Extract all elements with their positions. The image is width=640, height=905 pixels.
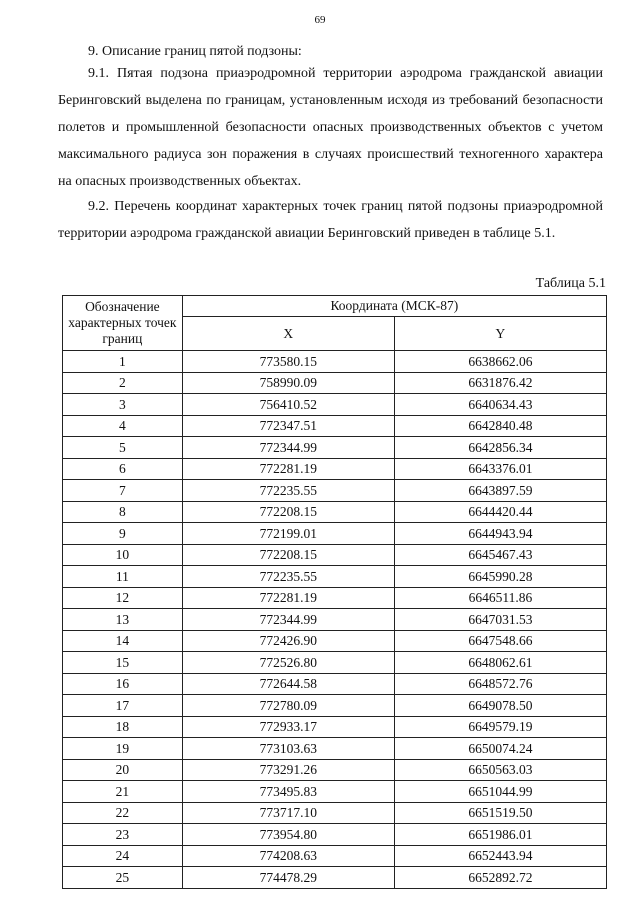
table-row (63, 351, 607, 373)
cell-y: 6644943.94 (394, 523, 606, 545)
cell-point-number: 17 (63, 695, 183, 717)
cell-point-number: 1 (63, 351, 183, 373)
cell-x: 772344.99 (182, 437, 394, 459)
table-row (63, 394, 607, 416)
cell-x: 772235.55 (182, 480, 394, 502)
cell-y: 6638662.06 (394, 351, 606, 373)
cell-point-number: 2 (63, 372, 183, 394)
header-y: Y (394, 317, 606, 351)
cell-x: 772644.58 (182, 673, 394, 695)
table-row (63, 587, 607, 609)
cell-y: 6640634.43 (394, 394, 606, 416)
section-heading: 9. Описание границ пятой подзоны: (88, 44, 302, 59)
table-row (63, 415, 607, 437)
table-row (63, 759, 607, 781)
cell-point-number: 9 (63, 523, 183, 545)
cell-y: 6647031.53 (394, 609, 606, 631)
cell-x: 773580.15 (182, 351, 394, 373)
cell-x: 773103.63 (182, 738, 394, 760)
cell-x: 773495.83 (182, 781, 394, 803)
cell-x: 772347.51 (182, 415, 394, 437)
cell-y: 6649078.50 (394, 695, 606, 717)
table-row (63, 652, 607, 674)
table-row (63, 437, 607, 459)
cell-x: 773717.10 (182, 802, 394, 824)
table-caption: Таблица 5.1 (535, 276, 606, 291)
cell-point-number: 22 (63, 802, 183, 824)
cell-y: 6648572.76 (394, 673, 606, 695)
cell-y: 6652443.94 (394, 845, 606, 867)
cell-point-number: 20 (63, 759, 183, 781)
cell-y: 6644420.44 (394, 501, 606, 523)
cell-point-number: 8 (63, 501, 183, 523)
cell-point-number: 11 (63, 566, 183, 588)
header-x: X (182, 317, 394, 351)
coordinates-table (62, 295, 607, 889)
table-row (63, 824, 607, 846)
cell-point-number: 16 (63, 673, 183, 695)
table-row (63, 501, 607, 523)
cell-x: 772526.80 (182, 652, 394, 674)
cell-y: 6651986.01 (394, 824, 606, 846)
cell-point-number: 5 (63, 437, 183, 459)
header-coordinate-group: Координата (МСК-87) (182, 296, 606, 317)
table-row (63, 523, 607, 545)
cell-x: 756410.52 (182, 394, 394, 416)
paragraph-9-2-text: 9.2. Перечень координат характерных точек границ пятой подзоны приаэродромной территории аэродрома гражданской авиации Беринговский приведен в таблице 5.1. (58, 199, 603, 241)
cell-point-number: 14 (63, 630, 183, 652)
table-row (63, 544, 607, 566)
table-row (63, 673, 607, 695)
paragraph-9-1-text: Беринговский выделена по границам, установленным исходя из требований безопасности полетов и промышленной безопасности опасных производственных объектов с учетом максимального радиуса зон поражения в случаях происшествий техногенного характера на опасных производственных объектах. (58, 93, 603, 189)
cell-point-number: 7 (63, 480, 183, 502)
cell-x: 772281.19 (182, 587, 394, 609)
cell-y: 6645990.28 (394, 566, 606, 588)
cell-y: 6631876.42 (394, 372, 606, 394)
cell-x: 772208.15 (182, 501, 394, 523)
table-row (63, 716, 607, 738)
cell-point-number: 18 (63, 716, 183, 738)
cell-point-number: 21 (63, 781, 183, 803)
cell-y: 6649579.19 (394, 716, 606, 738)
cell-point-number: 4 (63, 415, 183, 437)
cell-x: 772199.01 (182, 523, 394, 545)
table-row (63, 802, 607, 824)
cell-x: 772281.19 (182, 458, 394, 480)
cell-y: 6647548.66 (394, 630, 606, 652)
paragraph-9-1-lead: 9.1. Пятая подзона приаэродромной территории аэродрома гражданской авиации (88, 66, 603, 81)
cell-y: 6646511.86 (394, 587, 606, 609)
cell-y: 6651044.99 (394, 781, 606, 803)
cell-y: 6642840.48 (394, 415, 606, 437)
cell-y: 6650074.24 (394, 738, 606, 760)
cell-y: 6643376.01 (394, 458, 606, 480)
paragraph-9-1 (58, 60, 603, 195)
table-row (63, 609, 607, 631)
cell-y: 6651519.50 (394, 802, 606, 824)
cell-x: 773291.26 (182, 759, 394, 781)
cell-y: 6648062.61 (394, 652, 606, 674)
cell-x: 774478.29 (182, 867, 394, 889)
cell-point-number: 10 (63, 544, 183, 566)
header-designation: Обозначение характерных точек границ (63, 296, 183, 351)
table-row (63, 867, 607, 889)
cell-y: 6652892.72 (394, 867, 606, 889)
cell-point-number: 6 (63, 458, 183, 480)
cell-x: 772933.17 (182, 716, 394, 738)
cell-y: 6645467.43 (394, 544, 606, 566)
table-body (63, 351, 607, 889)
cell-x: 772208.15 (182, 544, 394, 566)
cell-point-number: 3 (63, 394, 183, 416)
table-row (63, 738, 607, 760)
cell-x: 758990.09 (182, 372, 394, 394)
page-number: 69 (314, 14, 326, 26)
cell-x: 773954.80 (182, 824, 394, 846)
table-row (63, 845, 607, 867)
table-row (63, 566, 607, 588)
cell-x: 772235.55 (182, 566, 394, 588)
table-row (63, 372, 607, 394)
cell-point-number: 25 (63, 867, 183, 889)
cell-y: 6643897.59 (394, 480, 606, 502)
cell-x: 772344.99 (182, 609, 394, 631)
cell-x: 774208.63 (182, 845, 394, 867)
cell-point-number: 19 (63, 738, 183, 760)
table-row (63, 630, 607, 652)
table-row (63, 695, 607, 717)
table-row (63, 781, 607, 803)
paragraph-9-2 (58, 193, 603, 247)
cell-y: 6642856.34 (394, 437, 606, 459)
cell-x: 772426.90 (182, 630, 394, 652)
cell-x: 772780.09 (182, 695, 394, 717)
cell-point-number: 24 (63, 845, 183, 867)
cell-y: 6650563.03 (394, 759, 606, 781)
table-row (63, 480, 607, 502)
cell-point-number: 13 (63, 609, 183, 631)
cell-point-number: 23 (63, 824, 183, 846)
table-row (63, 458, 607, 480)
cell-point-number: 12 (63, 587, 183, 609)
cell-point-number: 15 (63, 652, 183, 674)
